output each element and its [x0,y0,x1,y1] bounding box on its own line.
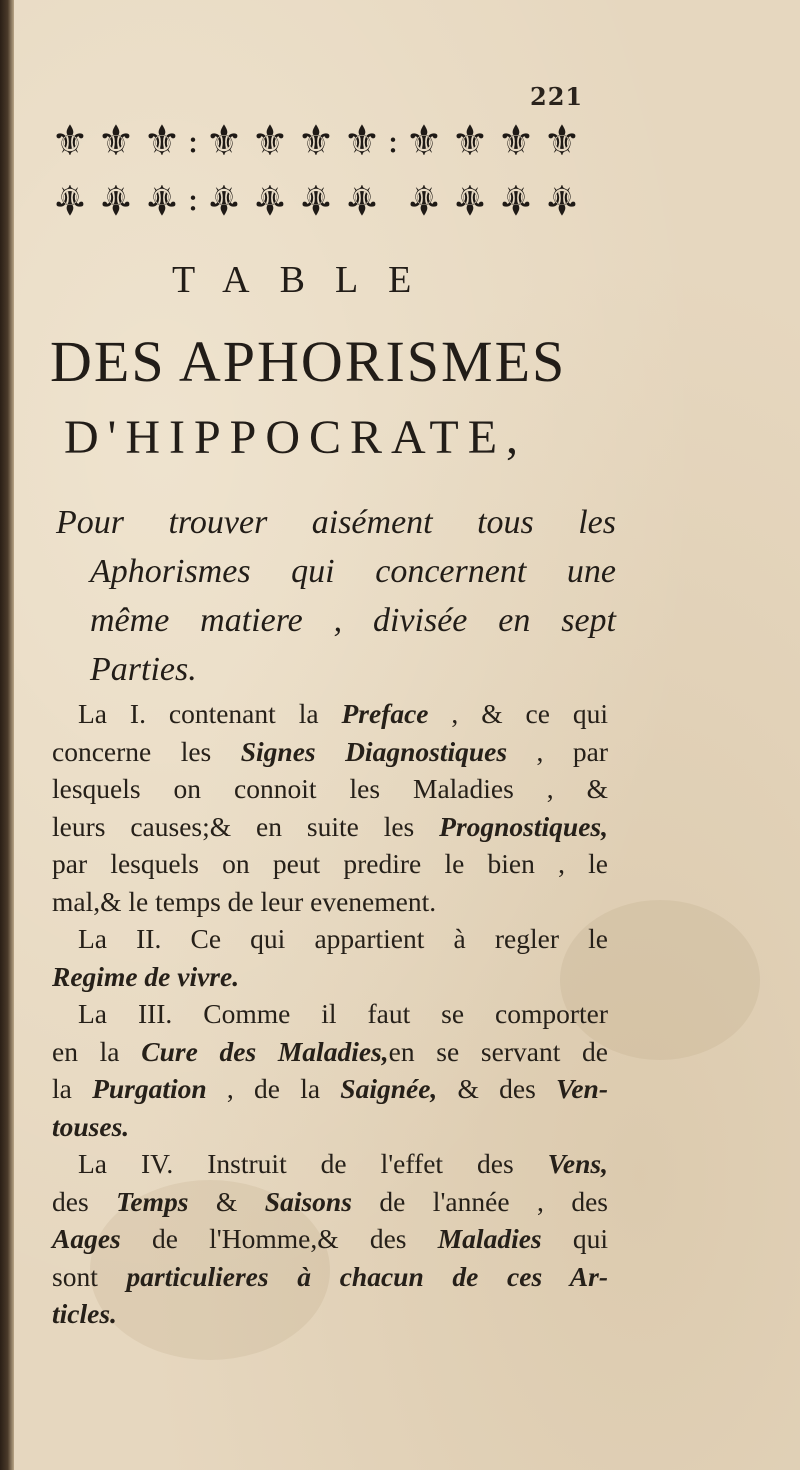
text-segment: en se servant de [388,1035,609,1067]
italic-term: Temps [116,1185,189,1217]
italic-term: Vens, [547,1148,608,1179]
book-spine [0,0,14,1470]
fleur-de-lis-inverted-icon: ⚜ [51,175,89,224]
text-line [52,770,608,808]
fleur-de-lis-icon: ⚜ [543,116,581,165]
ornament-separator: : [187,179,199,219]
text-line [52,1258,608,1296]
italic-term: touses. [52,1110,130,1142]
fleur-de-lis-icon: ⚜ [451,116,489,165]
text-line [52,1033,608,1071]
italic-term: ticles. [52,1298,117,1329]
text-segment: , & ce qui [428,698,608,729]
text-segment: de l'année , des [351,1185,608,1217]
fleur-de-lis-inverted-icon: ⚜ [205,175,243,224]
fleur-de-lis-inverted-icon: ⚜ [343,175,381,224]
text-segment: concerne les [52,735,241,767]
fleur-de-lis-icon: ⚜ [205,116,243,165]
paragraph-part-2 [52,920,608,995]
text-segment: & [188,1185,265,1217]
subtitle-line: Aphorismes qui concernent une [90,553,616,590]
fleur-de-lis-icon: ⚜ [97,116,135,165]
italic-term: Purgation [92,1073,207,1104]
text-line [52,1108,608,1146]
text-line [52,1183,608,1221]
text-line [52,883,608,921]
fleur-de-lis-ornament-band [48,112,608,237]
text-line [52,1145,608,1183]
ornament-row-bottom [48,170,608,228]
fleur-de-lis-inverted-icon: ⚜ [143,175,181,224]
text-segment: leurs causes;& en suite les [52,810,440,842]
italic-term: Prognostiques, [439,810,608,842]
table-of-parts [52,695,608,1333]
italic-term: Saignée, [340,1073,438,1104]
fleur-de-lis-inverted-icon: ⚜ [405,175,443,224]
fleur-de-lis-inverted-icon: ⚜ [97,175,135,224]
paragraph-part-1 [52,695,608,920]
text-line [52,845,608,883]
italic-term: Ven- [556,1073,608,1104]
text-segment: mal,& le temps de leur evenement. [52,885,437,917]
text-segment: la [52,1073,93,1104]
text-segment: sont [52,1260,127,1292]
text-line [52,808,608,846]
page-number: 221 [530,82,584,111]
subtitle [56,498,616,694]
subtitle-line: même matiere , divisée en sept [90,602,616,639]
paragraph-part-3 [52,995,608,1145]
text-segment: de l'Homme,& des [120,1223,438,1254]
text-segment: lesquels on connoit les Maladies , & [52,773,608,804]
title-table: TABLE [172,259,442,301]
italic-term: Aages [52,1223,121,1254]
paragraph-part-4 [52,1145,608,1333]
text-segment: & des [437,1073,557,1104]
text-segment: qui [541,1223,608,1254]
ornament-separator: : [387,121,399,161]
fleur-de-lis-inverted-icon: ⚜ [251,175,289,224]
fleur-de-lis-inverted-icon: ⚜ [497,175,535,224]
subtitle-line: Parties. [90,651,197,688]
text-segment: La I. contenant la [78,698,342,729]
text-segment: en la [52,1035,142,1067]
subtitle-line: Pour trouver aisément tous les [56,504,616,541]
fleur-de-lis-inverted-icon: ⚜ [451,175,489,224]
text-line [52,1295,608,1333]
text-line [52,1220,608,1258]
italic-term: Saisons [264,1185,352,1217]
italic-term: Cure des Maladies, [141,1035,389,1067]
fleur-de-lis-icon: ⚜ [51,116,89,165]
ornament-row-top [48,112,608,170]
italic-term: Regime de vivre. [52,960,240,992]
italic-term: Signes Diagnostiques [240,735,508,767]
text-line [52,733,608,771]
text-segment: La II. Ce qui appartient à regler le [78,923,608,954]
title-des-aphorismes: DES APHORISMES [50,329,567,394]
title-hippocrate: D'HIPPOCRATE, [64,411,528,464]
ornament-separator: : [187,121,199,161]
fleur-de-lis-inverted-icon: ⚜ [297,175,335,224]
text-segment: des [52,1185,117,1217]
fleur-de-lis-icon: ⚜ [405,116,443,165]
text-line [52,1070,608,1108]
fleur-de-lis-icon: ⚜ [497,116,535,165]
text-line [52,920,608,958]
fleur-de-lis-icon: ⚜ [143,116,181,165]
text-segment: La III. Comme il faut se comporter [78,998,608,1029]
text-segment: , de la [206,1073,341,1104]
fleur-de-lis-icon: ⚜ [343,116,381,165]
text-line [52,695,608,733]
fleur-de-lis-icon: ⚜ [297,116,335,165]
fleur-de-lis-icon: ⚜ [251,116,289,165]
text-segment: par lesquels on peut predire le bien , le [52,848,608,879]
italic-term: Preface [341,698,429,729]
italic-term: Maladies [437,1223,542,1254]
text-line [52,958,608,996]
text-segment: La IV. Instruit de l'effet des [78,1148,548,1179]
italic-term: particulieres à chacun de ces Ar- [126,1260,608,1292]
text-line [52,995,608,1033]
fleur-de-lis-inverted-icon: ⚜ [543,175,581,224]
text-segment: , par [507,735,608,767]
